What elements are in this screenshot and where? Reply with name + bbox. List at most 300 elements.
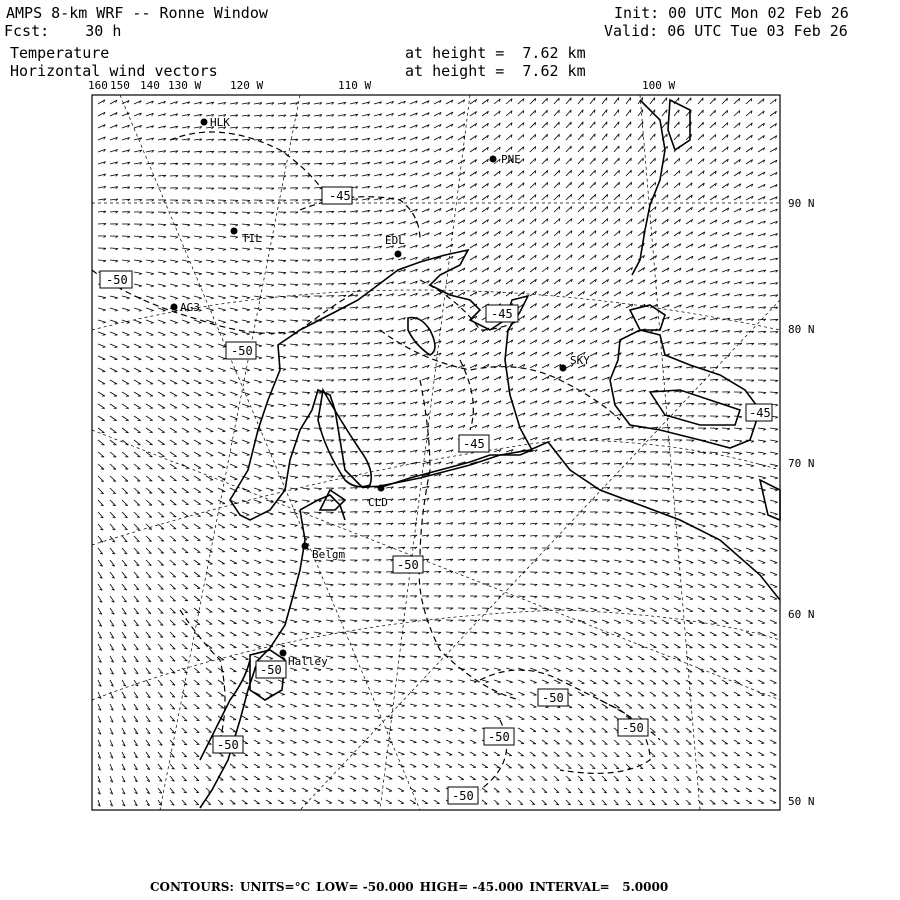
wind-vector <box>302 464 310 465</box>
wind-vector <box>170 512 176 517</box>
wind-vector-head <box>139 323 142 324</box>
wind-vector <box>590 146 595 152</box>
wind-vector-head <box>691 502 694 503</box>
wind-vector-head <box>642 599 645 600</box>
wind-vector-head <box>163 323 166 324</box>
wind-vector <box>146 344 153 347</box>
wind-vector-head <box>259 370 262 371</box>
wind-vector <box>698 476 706 477</box>
wind-vector-head <box>271 478 274 479</box>
wind-vector <box>218 224 226 225</box>
wind-vector <box>194 488 201 492</box>
wind-vector-head <box>763 514 766 515</box>
wind-vector-head <box>235 298 238 299</box>
wind-vector-head <box>282 550 285 551</box>
wind-vector-head <box>307 537 310 538</box>
wind-vector <box>206 272 214 274</box>
wind-vector <box>602 122 607 128</box>
wind-vector-head <box>259 322 262 323</box>
wind-vector <box>134 236 142 237</box>
wind-vector-head <box>678 587 681 588</box>
wind-vector <box>254 380 262 382</box>
wind-vector <box>650 134 655 140</box>
wind-vector-head <box>571 134 572 137</box>
wind-vector <box>710 596 717 599</box>
wind-vector <box>158 392 165 396</box>
wind-vector-head <box>199 274 202 275</box>
wind-vector <box>278 560 285 562</box>
wind-vector <box>638 572 645 574</box>
wind-vector <box>638 584 645 586</box>
wind-vector <box>686 512 694 514</box>
wind-vector <box>674 608 681 611</box>
wind-vector <box>110 380 117 384</box>
wind-vector <box>218 212 226 213</box>
wind-vector <box>650 572 657 574</box>
wind-vector-head <box>642 611 645 612</box>
wind-vector <box>710 608 717 611</box>
wind-vector <box>194 392 201 396</box>
wind-vector-head <box>211 274 214 275</box>
wind-vector-head <box>775 478 778 479</box>
wind-vector-head <box>235 431 238 432</box>
wind-vector <box>266 224 274 225</box>
wind-vector <box>230 608 237 612</box>
wind-vector <box>734 560 741 563</box>
wind-vector <box>638 500 646 501</box>
wind-vector <box>182 440 189 444</box>
wind-vector <box>98 308 106 310</box>
wind-vector <box>302 488 310 489</box>
wind-vector <box>542 122 548 128</box>
wind-vector-head <box>258 623 261 624</box>
wind-vector <box>122 476 128 481</box>
wind-vector-head <box>223 395 226 396</box>
wind-vector <box>146 416 153 420</box>
wind-vector <box>578 596 585 598</box>
wind-vector-head <box>774 599 777 600</box>
wind-vector-head <box>127 298 130 299</box>
wind-vector-head <box>631 170 632 173</box>
wind-vector <box>674 476 682 477</box>
wind-vector-head <box>246 515 249 516</box>
wind-vector <box>710 524 718 526</box>
wind-vector <box>710 548 717 551</box>
wind-vector-head <box>175 249 178 250</box>
wind-vector <box>134 308 142 310</box>
wind-vector-head <box>703 477 706 478</box>
wind-vector <box>206 524 213 528</box>
wind-vector <box>758 476 766 478</box>
wind-vector-head <box>570 597 573 598</box>
wind-vector <box>122 380 129 384</box>
wind-vector <box>566 584 573 585</box>
wind-vector <box>758 548 765 551</box>
wind-vector <box>230 572 237 575</box>
wind-vector-head <box>667 538 670 539</box>
wind-vector <box>110 368 117 372</box>
wind-vector <box>170 260 178 262</box>
wind-vector-head <box>714 551 717 552</box>
wind-vector <box>182 248 190 249</box>
wind-vector <box>230 212 238 213</box>
wind-vector-head <box>715 490 718 491</box>
wind-vector <box>182 500 189 505</box>
wind-vector <box>170 368 177 372</box>
wind-vector-head <box>751 453 754 454</box>
wind-vector-head <box>259 261 262 262</box>
wind-vector-head <box>258 563 261 564</box>
wind-vector <box>110 440 116 445</box>
wind-vector <box>230 548 237 551</box>
wind-vector-head <box>618 586 621 587</box>
wind-vector <box>734 584 741 587</box>
wind-vector <box>530 584 537 585</box>
wind-vector-head <box>211 359 214 360</box>
wind-vector <box>182 284 190 286</box>
wind-vector-head <box>283 321 286 322</box>
wind-vector-head <box>679 514 682 515</box>
wind-vector <box>614 158 619 164</box>
wind-vector-head <box>246 539 249 540</box>
wind-vector <box>182 416 189 420</box>
wind-vector <box>158 464 164 469</box>
wind-vector <box>590 98 595 104</box>
wind-vector-head <box>283 430 286 431</box>
wind-vector <box>758 608 765 611</box>
wind-vector-head <box>630 598 633 599</box>
wind-vector-head <box>739 453 742 454</box>
wind-vector-head <box>294 622 297 623</box>
wind-vector <box>590 596 597 598</box>
wind-vector-head <box>259 454 262 455</box>
wind-vector <box>266 320 274 321</box>
wind-vector <box>266 308 274 309</box>
wind-vector <box>230 296 238 298</box>
wind-vector <box>254 452 262 454</box>
wind-vector-head <box>235 261 238 262</box>
wind-vector-head <box>211 310 214 311</box>
wind-vector-head <box>211 371 214 372</box>
wind-vector-head <box>259 466 262 467</box>
wind-vector <box>674 122 679 128</box>
wind-vector <box>146 368 153 372</box>
wind-vector-head <box>607 549 610 550</box>
wind-vector <box>638 536 646 537</box>
wind-vector <box>182 272 190 274</box>
wind-vector <box>158 404 165 408</box>
wind-vector <box>290 416 298 417</box>
wind-vector <box>602 182 608 188</box>
wind-vector <box>758 452 766 454</box>
wind-vector-head <box>235 407 238 408</box>
wind-vector-head <box>283 418 286 419</box>
wind-vector-head <box>619 158 620 161</box>
wind-vector <box>194 428 201 432</box>
wind-vector <box>170 248 178 249</box>
wind-vector <box>182 380 189 384</box>
wind-vector <box>674 560 681 563</box>
wind-vector-head <box>679 538 682 539</box>
wind-vector <box>98 356 105 359</box>
wind-vector <box>614 548 621 549</box>
wind-vector-head <box>666 575 669 576</box>
wind-vector-head <box>247 382 250 383</box>
wind-vector <box>290 452 298 453</box>
wind-vector-head <box>258 611 261 612</box>
wind-vector-head <box>762 563 765 564</box>
wind-vector <box>206 380 213 383</box>
wind-vector-head <box>247 419 250 420</box>
wind-vector-head <box>763 490 766 491</box>
wind-vector <box>278 500 286 502</box>
wind-vector <box>278 620 285 622</box>
wind-vector-head <box>259 358 262 359</box>
wind-vector <box>206 536 213 540</box>
wind-vector <box>242 620 249 623</box>
wind-vector-head <box>775 417 778 418</box>
wind-vector <box>602 170 607 176</box>
wind-vector <box>698 98 703 104</box>
wind-vector <box>302 536 309 537</box>
wind-vector <box>170 500 176 505</box>
wind-vector <box>170 416 177 420</box>
wind-vector-head <box>173 613 176 614</box>
wind-vector <box>134 416 141 420</box>
wind-vector-head <box>282 562 285 563</box>
wind-vector <box>170 488 176 493</box>
wind-vector <box>230 560 237 563</box>
wind-vector <box>194 248 202 249</box>
wind-vector <box>266 296 274 297</box>
wind-vector <box>734 500 742 502</box>
wind-vector-head <box>172 625 175 626</box>
wind-vector <box>278 392 286 393</box>
wind-vector-head <box>115 298 118 299</box>
wind-vector <box>710 572 717 575</box>
wind-vector <box>686 548 693 550</box>
wind-vector-head <box>295 405 298 406</box>
wind-vector <box>134 248 142 249</box>
wind-vector <box>542 584 549 585</box>
wind-vector-head <box>655 158 656 161</box>
wind-vector-head <box>666 562 669 563</box>
wind-vector <box>674 524 682 526</box>
wind-vector <box>218 440 225 443</box>
wind-vector <box>650 548 657 550</box>
wind-vector <box>158 320 166 323</box>
wind-vector <box>590 548 597 549</box>
wind-vector-head <box>307 549 310 550</box>
wind-vector <box>554 110 559 116</box>
wind-vector <box>554 122 559 128</box>
wind-vector <box>590 584 597 586</box>
wind-vector <box>578 122 583 128</box>
wind-vector <box>770 572 777 575</box>
wind-vector-head <box>775 502 778 503</box>
wind-vector <box>134 356 141 359</box>
wind-vector-head <box>223 286 226 287</box>
wind-vector <box>662 122 667 128</box>
wind-vector <box>722 548 729 551</box>
wind-vector <box>194 560 200 565</box>
wind-vector <box>650 146 655 152</box>
wind-vector-head <box>199 262 202 263</box>
wind-vector <box>302 368 310 369</box>
wind-vector-head <box>282 538 285 539</box>
wind-vector <box>770 428 778 429</box>
wind-vector <box>206 560 213 564</box>
wind-vector <box>734 512 742 514</box>
wind-vector-head <box>247 261 250 262</box>
valid-time: Valid: 06 UTC Tue 03 Feb 26 <box>604 22 848 40</box>
wind-vector <box>626 536 634 537</box>
wind-vector <box>230 380 238 383</box>
wind-vector-head <box>259 273 262 274</box>
wind-vector <box>734 464 742 466</box>
wind-vector-head <box>223 298 226 299</box>
wind-vector <box>278 308 286 309</box>
wind-vector-head <box>546 609 549 610</box>
wind-vector <box>650 596 657 599</box>
wind-vector-head <box>306 610 309 611</box>
wind-vector <box>314 464 322 465</box>
wind-vector-head <box>175 274 178 275</box>
wind-vector-head <box>655 513 658 514</box>
wind-vector <box>602 536 610 537</box>
wind-vector-head <box>607 158 608 161</box>
wind-vector <box>230 284 238 286</box>
wind-vector <box>254 248 262 249</box>
wind-vector <box>674 488 682 489</box>
wind-vector <box>266 236 274 237</box>
wind-vector-head <box>103 335 106 336</box>
wind-vector <box>362 620 369 621</box>
wind-vector <box>146 272 154 274</box>
wind-vector-head <box>113 481 116 482</box>
wind-vector-head <box>271 285 274 286</box>
wind-vector <box>542 134 548 140</box>
wind-vector <box>662 98 667 104</box>
wind-vector <box>182 356 189 359</box>
wind-vector <box>590 122 595 128</box>
wind-vector <box>674 500 682 501</box>
wind-vector <box>218 512 225 516</box>
wind-vector <box>242 260 250 261</box>
wind-vector <box>614 110 619 116</box>
wind-vector-head <box>271 346 274 347</box>
wind-vector-head <box>727 539 730 540</box>
wind-vector <box>194 356 201 359</box>
wind-vector-head <box>763 454 766 455</box>
wind-vector-head <box>679 550 682 551</box>
wind-vector-head <box>139 310 142 311</box>
wind-vector <box>254 536 261 539</box>
wind-vector <box>722 440 730 441</box>
wind-vector <box>194 500 201 504</box>
wind-vector <box>230 536 237 539</box>
wind-vector-head <box>282 586 285 587</box>
wind-vector <box>602 608 609 610</box>
wind-vector <box>626 98 631 105</box>
wind-vector <box>146 464 152 469</box>
wind-vector <box>302 572 309 573</box>
wind-vector <box>206 608 212 612</box>
wind-vector-head <box>546 622 549 623</box>
wind-vector <box>686 452 694 453</box>
wind-vector-head <box>175 286 178 287</box>
wind-vector-head <box>306 622 309 623</box>
wind-vector <box>266 536 273 538</box>
wind-vector <box>230 260 238 261</box>
wind-vector-head <box>234 455 237 456</box>
wind-vector-head <box>655 550 658 551</box>
wind-vector <box>566 158 571 164</box>
wind-vector-head <box>666 599 669 600</box>
wind-vector-head <box>295 453 298 454</box>
wind-vector <box>122 488 128 494</box>
wind-vector <box>566 122 571 128</box>
wind-vector-head <box>295 489 298 490</box>
wind-vector <box>158 224 166 225</box>
wind-vector <box>734 536 741 539</box>
wind-vector <box>134 428 141 433</box>
wind-vector <box>218 308 226 310</box>
wind-vector <box>98 428 104 433</box>
wind-vector <box>134 452 140 457</box>
wind-vector <box>194 296 202 298</box>
wind-vector-head <box>547 98 548 101</box>
wind-vector <box>578 146 583 152</box>
wind-vector <box>110 428 117 433</box>
wind-vector <box>194 464 201 468</box>
wind-vector-head <box>282 598 285 599</box>
wind-vector <box>722 524 730 526</box>
wind-vector <box>710 464 718 465</box>
wind-vector-head <box>258 503 261 504</box>
wind-vector <box>134 392 141 396</box>
wind-vector-head <box>126 347 129 348</box>
wind-vector <box>194 548 200 552</box>
wind-vector <box>290 308 298 309</box>
wind-vector-head <box>283 502 286 503</box>
wind-vector-head <box>763 441 766 442</box>
wind-vector-head <box>607 561 610 562</box>
wind-vector-head <box>631 158 632 161</box>
wind-vector <box>278 260 286 261</box>
wind-vector <box>722 512 730 514</box>
wind-vector-head <box>258 575 261 576</box>
wind-vector <box>338 596 345 597</box>
wind-vector <box>758 560 765 563</box>
wind-vector <box>182 332 190 335</box>
wind-vector <box>278 320 286 321</box>
wind-vector-head <box>235 249 238 250</box>
wind-vector <box>278 380 286 381</box>
wind-vector-head <box>534 609 537 610</box>
wind-vector <box>506 620 513 621</box>
wind-vector <box>122 368 129 372</box>
wind-vector <box>578 182 584 188</box>
wind-vector <box>170 320 178 323</box>
wind-vector <box>110 296 118 298</box>
wind-vector <box>194 440 201 444</box>
wind-vector-head <box>762 551 765 552</box>
wind-vector <box>242 404 250 407</box>
wind-vector-head <box>295 465 298 466</box>
wind-vector <box>194 380 201 383</box>
wind-vector <box>206 404 213 407</box>
